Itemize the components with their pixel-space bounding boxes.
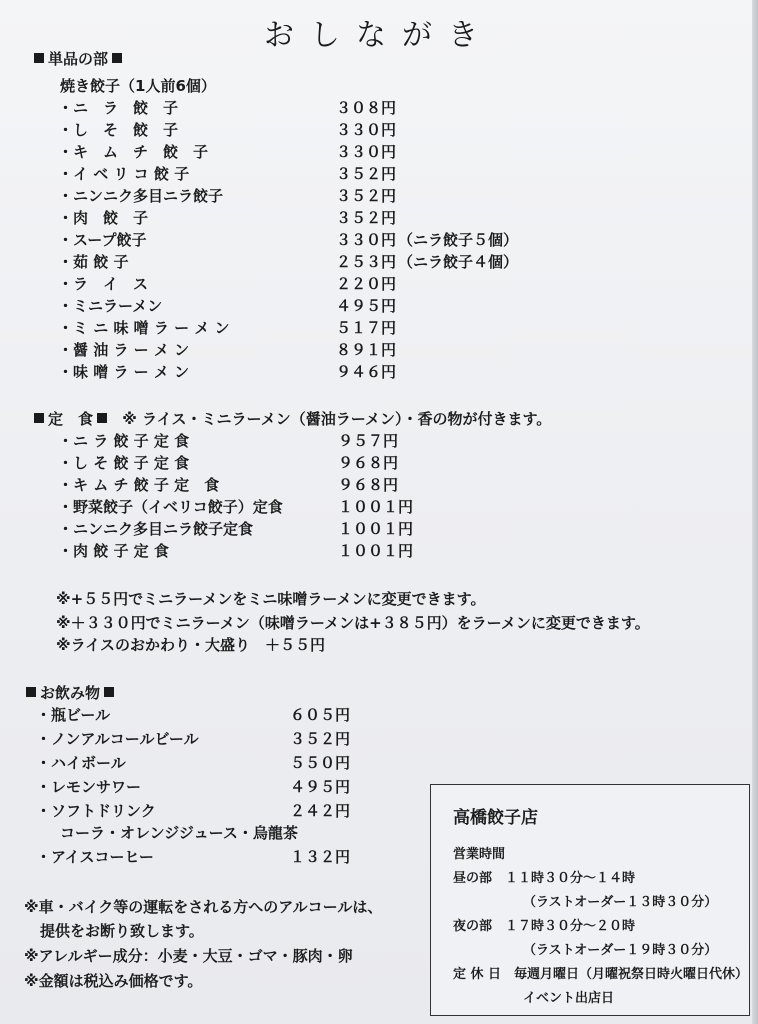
dinner-last-order: （ラストオーダー１９時３０分） [523, 943, 718, 958]
list-item [58, 496, 658, 518]
list-item [58, 518, 658, 540]
set-note: ※＋３３０円でミニラーメン（味噌ラーメンは+３８５円）をラーメンに変更できます。 [56, 614, 650, 632]
item-price: １００１円 [338, 520, 414, 538]
item-price: １００１円 [338, 498, 414, 516]
single-head-text: 単品の部 [48, 50, 109, 68]
item-name: ・肉 餃 子 定 食 [58, 542, 169, 560]
item-price: ３５２円 [336, 209, 397, 227]
item-name: ・瓶ビール [36, 706, 111, 724]
item-price: ３３０円 [336, 143, 397, 161]
list-item [58, 141, 658, 163]
list-item [36, 752, 636, 774]
item-price: １３２円 [290, 848, 351, 866]
list-item [58, 540, 658, 562]
list-item [58, 229, 658, 251]
list-item [58, 339, 658, 361]
item-price: ５５０円 [290, 754, 351, 772]
footer-note: 提供をお断り致します。 [40, 922, 204, 940]
item-name: ・ニンニク多目ニラ餃子定食 [58, 520, 254, 538]
drinks-section-heading [22, 682, 118, 703]
square-bullet-icon [34, 53, 44, 63]
item-name: ・し そ 餃 子 定 食 [58, 454, 190, 472]
item-price: ３３０円 [336, 231, 397, 249]
item-price: ３５２円 [336, 165, 397, 183]
drinks-head-text: お飲み物 [40, 684, 101, 702]
footer-note: ※金額は税込み価格です。 [24, 972, 203, 990]
list-item [36, 728, 636, 750]
list-item [58, 474, 658, 496]
item-name: ・野菜餃子（イベリコ餃子）定食 [58, 498, 283, 516]
set-head-note: ※ ライス・ミニラーメン（醤油ラーメン）・香の物が付きます。 [122, 410, 552, 428]
closed-extra: イベント出店日 [523, 991, 615, 1006]
item-price: ８９１円 [336, 341, 397, 359]
hours-label: 営業時間 [453, 847, 506, 862]
set-note: ※+５５円でミニラーメンをミニ味噌ラーメンに変更できます。 [56, 590, 486, 608]
square-bullet-icon [104, 687, 114, 697]
square-bullet-icon [112, 53, 122, 63]
list-item [58, 185, 658, 207]
list-item [58, 207, 658, 229]
item-price: ９６８円 [338, 454, 399, 472]
item-price: ５１７円 [336, 319, 397, 337]
item-price: ９４６円 [336, 363, 397, 381]
item-price: ２５３円 [336, 253, 397, 271]
footer-note: ※アレルギー成分：小麦・大豆・ゴマ・豚肉・卵 [24, 947, 353, 965]
single-section-heading [30, 48, 126, 69]
list-item [36, 704, 636, 726]
list-item [58, 361, 658, 383]
footer-note: ※車・バイク等の運転をされる方へのアルコールは、 [24, 898, 383, 916]
item-price: ３３０円 [336, 121, 397, 139]
item-note: （ニラ餃子５個） [398, 231, 519, 249]
item-name: ・ノンアルコールビール [36, 730, 199, 748]
lunch-last-order: （ラストオーダー１３時３０分） [523, 895, 718, 910]
item-name: ・ニ ラ 餃 子 [58, 99, 179, 117]
menu-title: おしながき [264, 18, 494, 53]
item-price: ９５７円 [338, 432, 399, 450]
shop-info-box [430, 784, 750, 1016]
lunch-hours: 昼の部 １１時３０分～１４時 [453, 871, 636, 886]
item-name: ・イ ベ リ コ 餃 子 [58, 165, 190, 183]
item-name: ・ミ ニ 味 噌 ラ ー メ ン [58, 319, 230, 337]
item-name: ・レモンサワー [36, 778, 142, 796]
item-price: ２４２円 [290, 802, 351, 820]
set-section-heading [30, 408, 551, 429]
item-name: ・肉 餃 子 [58, 209, 149, 227]
item-name: ・醤 油 ラ ー メ ン [58, 341, 190, 359]
item-price: ４９５円 [336, 297, 397, 315]
item-name: ・ミニラーメン [58, 297, 163, 315]
item-name: ・アイスコーヒー [36, 848, 154, 866]
square-bullet-icon [26, 687, 36, 697]
set-note: ※ライスのおかわり・大盛り ＋５５円 [56, 636, 325, 654]
item-name: ・し そ 餃 子 [58, 121, 179, 139]
item-price: ９６８円 [338, 476, 399, 494]
item-price: ６０５円 [290, 706, 351, 724]
item-price: ３５２円 [336, 187, 397, 205]
item-name: ・味 噌 ラ ー メ ン [58, 363, 190, 381]
item-name: ・ラ イ ス [58, 275, 149, 293]
sheet-edge [752, 0, 758, 1024]
list-item [58, 163, 658, 185]
shop-name: 高橋餃子店 [453, 808, 538, 828]
square-bullet-icon [97, 413, 107, 423]
list-item [58, 430, 658, 452]
item-name: ・茹 餃 子 [58, 253, 129, 271]
dinner-hours: 夜の部 １７時３０分～２０時 [453, 919, 636, 934]
list-item [58, 273, 658, 295]
list-item [58, 452, 658, 474]
soft-drink-detail: コーラ・オレンジジュース・烏龍茶 [60, 824, 298, 842]
list-item [58, 317, 658, 339]
set-head-text: 定 食 [48, 410, 94, 428]
square-bullet-icon [34, 413, 44, 423]
item-price: ３０８円 [336, 99, 397, 117]
item-name: ・ニ ラ 餃 子 定 食 [58, 432, 190, 450]
list-item [58, 251, 658, 273]
item-name: ・ソフトドリンク [36, 802, 156, 820]
list-item [58, 119, 658, 141]
item-name: ・ニンニク多目ニラ餃子 [58, 187, 224, 205]
list-item [58, 295, 658, 317]
item-price: ２２０円 [336, 275, 397, 293]
closed-days: 定 休 日 毎週月曜日（月曜祝祭日時火曜日代休） [453, 967, 749, 982]
item-price: ４９５円 [290, 778, 351, 796]
item-price: １００１円 [338, 542, 414, 560]
list-item [58, 97, 658, 119]
item-price: ３５２円 [290, 730, 351, 748]
list-item [36, 846, 366, 868]
item-name: ・スープ餃子 [58, 231, 147, 249]
item-note: （ニラ餃子４個） [398, 253, 519, 271]
item-name: ・キ ム チ 餃 子 定 食 [58, 476, 220, 494]
item-name: ・キ ム チ 餃 子 [58, 143, 209, 161]
grilled-gyoza-subheading: 焼き餃子（1人前6個） [60, 77, 216, 95]
item-name: ・ハイボール [36, 754, 126, 772]
